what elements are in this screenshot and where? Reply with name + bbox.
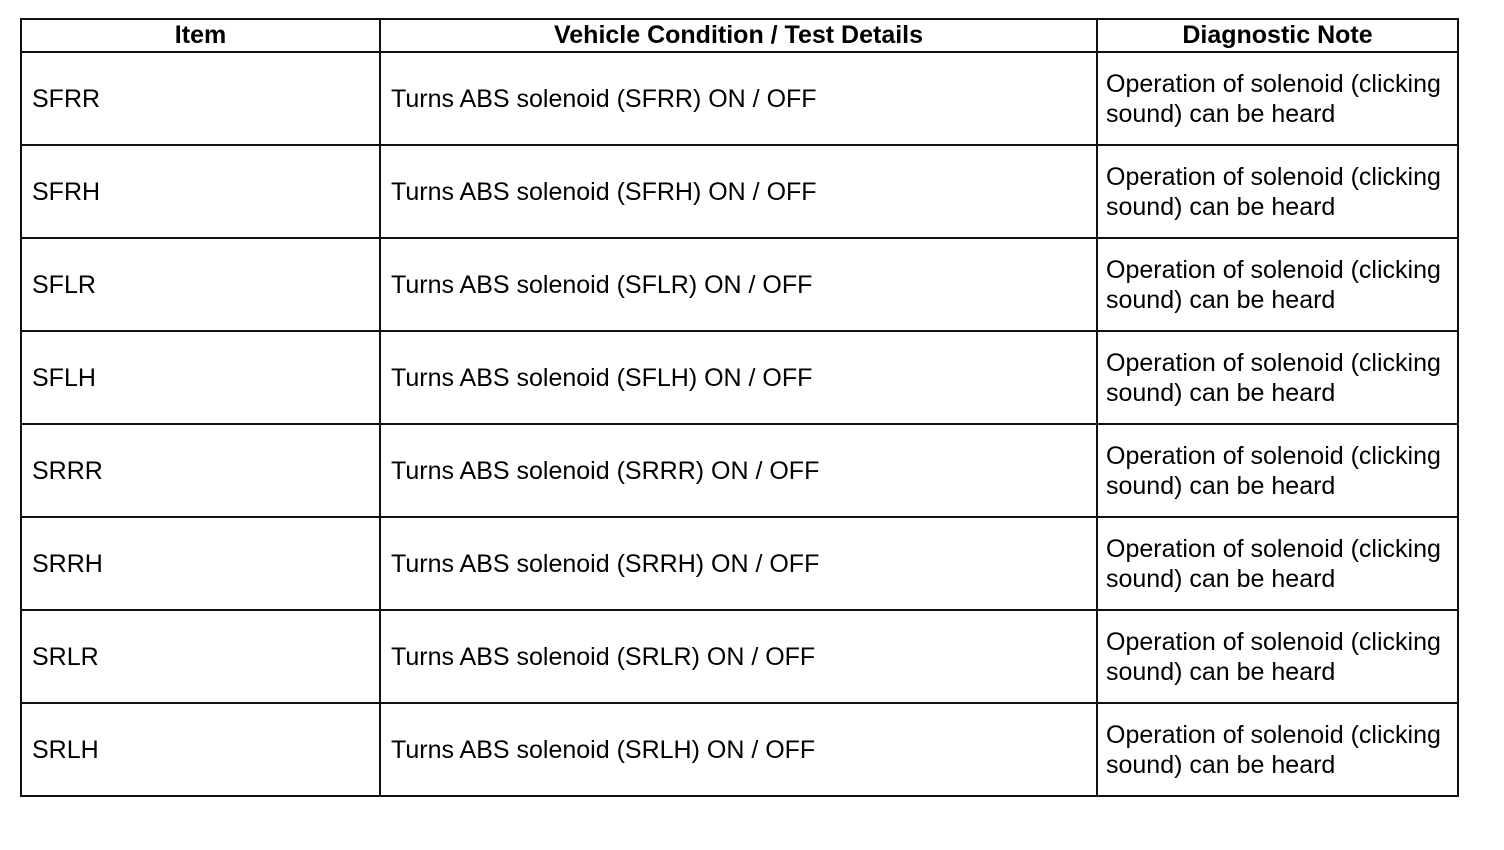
item-cell: SRLH [21, 703, 380, 796]
item-cell: SFRH [21, 145, 380, 238]
condition-cell: Turns ABS solenoid (SFRR) ON / OFF [380, 52, 1097, 145]
note-cell: Operation of solenoid (clicking sound) can be heard [1097, 52, 1458, 145]
table-row [21, 145, 1458, 238]
table-row [21, 424, 1458, 517]
item-cell: SFRR [21, 52, 380, 145]
note-cell: Operation of solenoid (clicking sound) can be heard [1097, 703, 1458, 796]
condition-cell: Turns ABS solenoid (SRRH) ON / OFF [380, 517, 1097, 610]
table-row [21, 52, 1458, 145]
note-cell: Operation of solenoid (clicking sound) can be heard [1097, 145, 1458, 238]
header-item: Item [21, 19, 380, 52]
table-header [21, 19, 1458, 52]
table-row [21, 238, 1458, 331]
header-note: Diagnostic Note [1097, 19, 1458, 52]
note-cell: Operation of solenoid (clicking sound) can be heard [1097, 331, 1458, 424]
condition-cell: Turns ABS solenoid (SRLH) ON / OFF [380, 703, 1097, 796]
table-row [21, 331, 1458, 424]
table-row [21, 703, 1458, 796]
item-cell: SFLR [21, 238, 380, 331]
note-cell: Operation of solenoid (clicking sound) can be heard [1097, 610, 1458, 703]
condition-cell: Turns ABS solenoid (SFRH) ON / OFF [380, 145, 1097, 238]
header-condition: Vehicle Condition / Test Details [380, 19, 1097, 52]
note-cell: Operation of solenoid (clicking sound) can be heard [1097, 424, 1458, 517]
item-cell: SRLR [21, 610, 380, 703]
table-row [21, 517, 1458, 610]
table-body [21, 52, 1458, 796]
item-cell: SFLH [21, 331, 380, 424]
item-cell: SRRR [21, 424, 380, 517]
table-row [21, 610, 1458, 703]
note-cell: Operation of solenoid (clicking sound) can be heard [1097, 517, 1458, 610]
condition-cell: Turns ABS solenoid (SRLR) ON / OFF [380, 610, 1097, 703]
header-row [21, 19, 1458, 52]
note-cell: Operation of solenoid (clicking sound) can be heard [1097, 238, 1458, 331]
item-cell: SRRH [21, 517, 380, 610]
diagnostic-table [20, 18, 1459, 797]
condition-cell: Turns ABS solenoid (SFLR) ON / OFF [380, 238, 1097, 331]
condition-cell: Turns ABS solenoid (SRRR) ON / OFF [380, 424, 1097, 517]
condition-cell: Turns ABS solenoid (SFLH) ON / OFF [380, 331, 1097, 424]
